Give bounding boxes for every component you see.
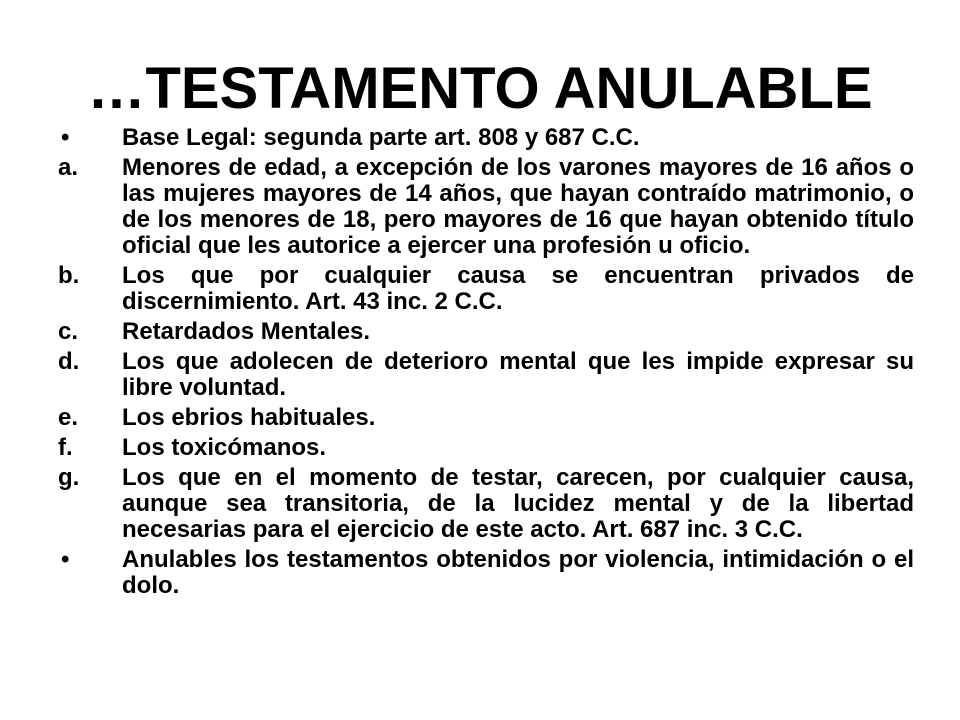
list-item-text: Base Legal: segunda parte art. 808 y 687 C.C. xyxy=(122,124,640,151)
list-item-b xyxy=(58,263,914,315)
list-item-text: Los toxicómanos. xyxy=(122,434,327,461)
list-item-text: Retardados Mentales. xyxy=(122,318,371,345)
slide-title: …TESTAMENTO ANULABLE xyxy=(87,56,873,121)
list-marker: a. xyxy=(58,154,79,181)
list-item-annulable xyxy=(58,547,914,599)
list-item-text: Anulables los testamentos obtenidos por violencia, intimidación o el dolo. xyxy=(122,546,914,599)
list-item-text: Los que por cualquier causa se encuentran privados de discernimiento. Art. 43 inc. 2 C.C. xyxy=(122,262,914,315)
list-marker: b. xyxy=(58,262,80,289)
list-marker: e. xyxy=(58,404,79,431)
bullet-marker: • xyxy=(61,124,70,151)
list-item-f xyxy=(58,435,914,461)
list-item-text: Menores de edad, a excepción de los varones mayores de 16 años o las mujeres mayores de 14 años, que hayan contraído matrimonio, o de los menores de 18, pero mayores de 16 que hayan obtenido título oficial que les autorice a ejercer una profesión u oficio. xyxy=(122,154,914,259)
list-marker: c. xyxy=(58,318,79,345)
list-marker: g. xyxy=(58,464,80,491)
list-item-d xyxy=(58,349,914,401)
list-item-text: Los ebrios habituales. xyxy=(122,404,376,431)
slide-content xyxy=(58,125,914,603)
list-marker: f. xyxy=(58,434,73,461)
list-item-g xyxy=(58,465,914,543)
list-item-e xyxy=(58,405,914,431)
list-item-legal-basis xyxy=(58,125,914,151)
list-item-text: Los que adolecen de deterioro mental que les impide expresar su libre voluntad. xyxy=(122,348,914,401)
list-item-a xyxy=(58,155,914,259)
list-item-c xyxy=(58,319,914,345)
list-item-text: Los que en el momento de testar, carecen, por cualquier causa, aunque sea transitoria, de la lucidez mental y de la libertad necesarias para el ejercicio de este acto. Art. 687 inc. 3 C.C. xyxy=(122,464,914,543)
list-marker: d. xyxy=(58,348,80,375)
bullet-marker: • xyxy=(61,546,70,573)
